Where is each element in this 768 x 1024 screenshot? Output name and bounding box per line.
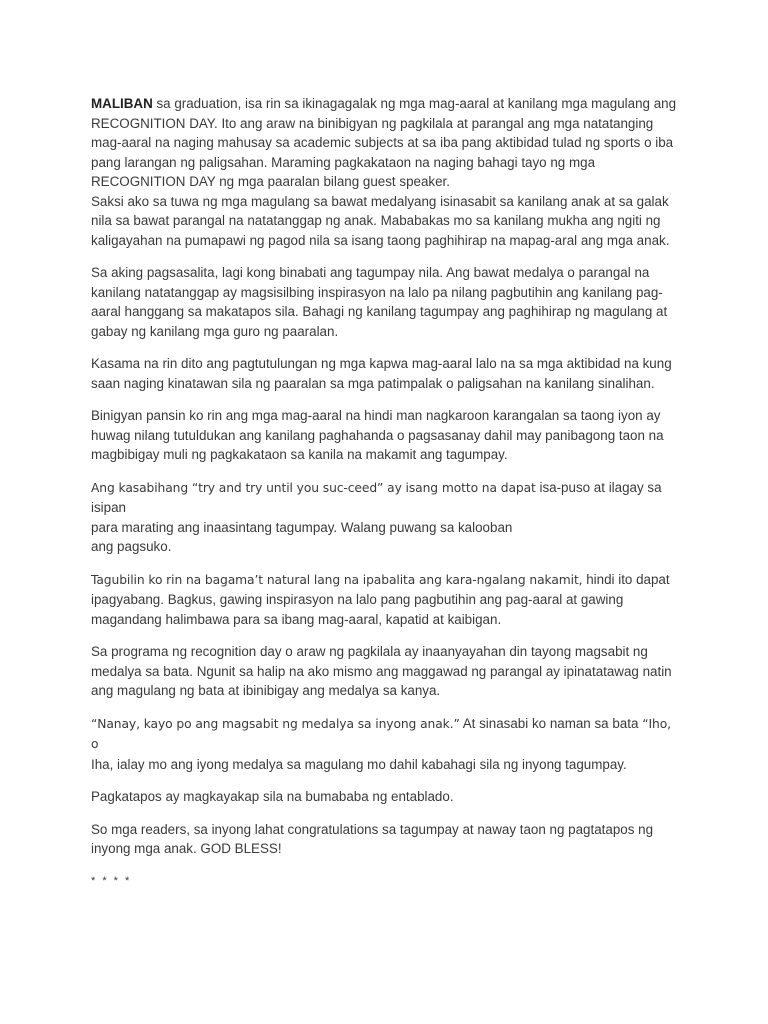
paragraph-7-line-1: Sa programa ng recognition day o araw ng pagkilala ay inaanyayahan din tayong magsabit ng [91,644,648,659]
article-body [91,94,679,891]
paragraph-4 [91,406,679,465]
paragraph-5-line-1-quote: Ang kasabihang “try and try until you suc-ceed” ay isang motto na dapat [91,480,536,495]
paragraph-10 [91,820,679,859]
paragraph-5-line-2: para marating ang inaasintang tagumpay. Walang puwang sa kalooban [91,519,513,535]
paragraph-6-line-3: magandang halimbawa para sa ibang mag-aaral, kapatid at kaibigan. [91,611,502,627]
paragraph-8-line-1-quote-2: “Iho, o [91,716,671,751]
paragraph-9 [91,787,679,807]
paragraph-1-line-4: pang larangan ng paligsahan. Maraming pagkakataon na naging bahagi tayo ng mga [91,154,596,170]
paragraph-1-line-5: RECOGNITION DAY ng mga paaralan bilang guest speaker. [91,174,450,189]
paragraph-5 [91,478,679,557]
paragraph-2-line-4: gabay ng kanilang mga guro ng paaralan. [91,323,339,339]
paragraph-2-line-1: Sa aking pagsasalita, lagi kong binabati ang tagumpay nila. Ang bawat medalya o parangal na [91,265,650,280]
paragraph-8 [91,714,679,775]
paragraph-7 [91,642,679,701]
paragraph-10-line-1: So mga readers, sa inyong lahat congratulations sa tagumpay at naway taon ng pagtatapos ng [91,821,654,837]
paragraph-5-line-1-rest: isa-puso at ilagay sa isipan [91,479,662,515]
paragraph-8-line-2: Iha, ialay mo ang iyong medalya sa magulang mo dahil kabahagi sila ng inyong tagumpay. [91,756,627,772]
paragraph-3-line-1: Kasama na rin dito ang pagtutulungan ng mga kapwa mag-aaral lalo na sa mga aktibidad na kung [91,356,672,371]
paragraph-2-line-3: aaral hanggang sa makatapos sila. Bahagi ng kanilang tagumpay ang paghihirap ng magulang at [91,304,668,319]
paragraph-10-line-2: inyong mga anak. GOD BLESS! [91,841,282,856]
paragraph-6-line-1-start: Tagubilin ko rin na bagama’t natural lang na ipabalita ang kara-ngalang nakamit, [91,572,583,587]
paragraph-5-line-3: ang pagsuko. [91,539,172,554]
paragraph-4-line-1: Binigyan pansin ko rin ang mga mag-aaral na hindi man nagkaroon karangalan sa taong iyon ay [91,408,661,423]
paragraph-2 [91,263,679,341]
lead-word: MALIBAN [91,96,153,111]
paragraph-6-line-2: ipagyabang. Bagkus, gawing inspirasyon na lalo pang pagbutihin ang pag-aaral at gawing [91,592,624,607]
paragraph-1-line-7: nila sa bawat parangal na natatanggap ng anak. Mababakas mo sa kanilang mukha ang ngiti ng [91,213,661,228]
paragraph-9-line-1: Pagkatapos ay magkayakap sila na bumababa ng entablado. [91,789,454,804]
paragraph-2-line-2: kanilang natatanggap ay magsisilbing inspirasyon na lalo pa nilang pagbutihin ang kanilang pag- [91,284,663,300]
paragraph-1-line-8: kaligayahan na pumapawi ng pagod nila sa isang taong paghihirap na mapag-aral ang mga anak. [91,232,670,248]
paragraph-1-line-6: Saksi ako sa tuwa ng mga magulang sa bawat medalyang isinasabit sa kanilang anak at sa galak [91,193,669,209]
paragraph-4-line-2: huwag nilang tutuldukan ang kanilang paghahanda o pagsasanay dahil may panibagong taon na [91,427,664,443]
paragraph-1 [91,94,679,250]
paragraph-8-line-1-mid: At sinasabi ko naman sa bata [459,715,639,731]
paragraph-7-line-3: ang magulang ng bata at ibinibigay ang medalya sa kanya. [91,683,441,698]
paragraph-6-line-1-rest: hindi ito dapat [582,571,670,587]
paragraph-1-line-2: RECOGNITION DAY. Ito ang araw na binibigyan ng pagkilala at parangal ang mga natatanging [91,115,654,131]
paragraph-8-line-1-quote: “Nanay, kayo po ang magsabit ng medalya sa inyong anak.” [91,716,460,731]
end-mark: * * * * [91,874,132,887]
paragraph-3-line-2: saan naging kinatawan sila ng paaralan sa mga patimpalak o paligsahan na kanilang sinalihan. [91,375,655,391]
paragraph-4-line-3: magbibigay muli ng pagkakataon sa kanila na makamit ang tagumpay. [91,447,508,462]
paragraph-6 [91,570,679,630]
paragraph-1-line-3: mag-aaral na naging mahusay sa academic subjects at sa iba pang aktibidad tulad ng sports o iba [91,135,674,150]
paragraph-3 [91,354,679,393]
paragraph-7-line-2: medalya sa bata. Ngunit sa halip na ako mismo ang maggawad ng parangal ay ipinatatawag natin [91,663,672,679]
paragraph-1-line-1: sa graduation, isa rin sa ikinagagalak ng mga mag-aaral at kanilang mga magulang ang [152,96,677,111]
